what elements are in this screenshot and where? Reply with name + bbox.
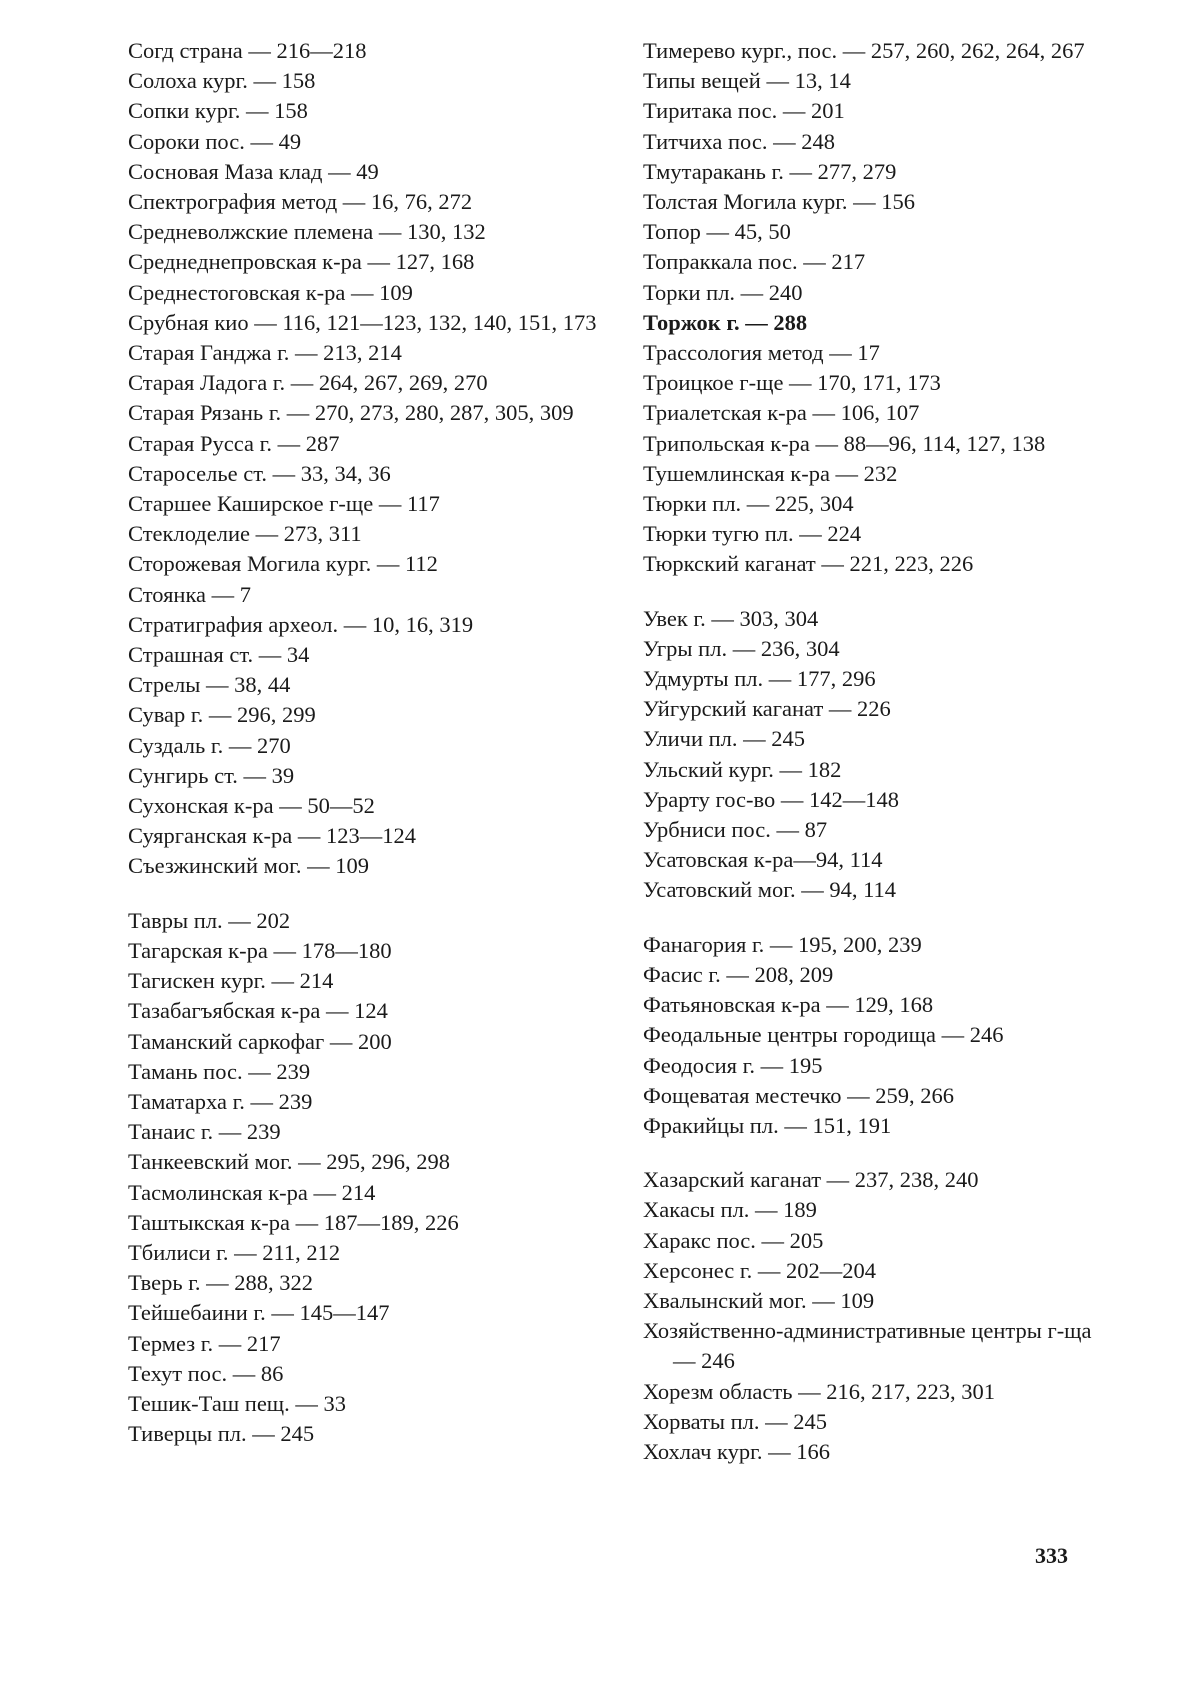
index-entry: Угры пл. — 236, 304 [643,635,840,661]
index-entry: Таштыкская к-ра — 187—189, 226 [128,1209,459,1235]
index-entry: Сувар г. — 296, 299 [128,702,316,728]
index-entry: Титчиха пос. — 248 [643,128,835,154]
index-entry: Стрелы — 38, 44 [128,672,291,698]
index-entry: Хохлач кург. — 166 [643,1438,830,1464]
index-entry: Старая Русса г. — 287 [128,430,340,456]
section-gap [643,906,1113,930]
index-entry: Фанагория г. — 195, 200, 239 [643,931,922,957]
index-entry: Таманский саркофаг — 200 [128,1028,392,1054]
section-gap [128,882,598,906]
index-entry: Тамань пос. — 239 [128,1058,311,1084]
index-entry: Съезжинский мог. — 109 [128,853,369,879]
index-entry: Старая Ладога г. — 264, 267, 269, 270 [128,370,488,396]
index-entry: Топор — 45, 50 [643,219,791,245]
index-entry: Старшее Каширское г-ще — 117 [128,491,440,517]
index-entry: Тверь г. — 288, 322 [128,1270,314,1296]
index-entry: Тагарская к-ра — 178—180 [128,937,392,963]
index-entry: Усатовская к-ра—94, 114 [643,847,883,873]
index-column-right [643,36,1113,1467]
index-entry: Стеклоделие — 273, 311 [128,521,362,547]
index-entry: Удмурты пл. — 177, 296 [643,666,876,692]
index-entry: Тюркский каганат — 221, 223, 226 [643,551,974,577]
index-entry: Тиритака пос. — 201 [643,98,845,124]
index-entry: Торки пл. — 240 [643,279,803,305]
index-entry: Сторожевая Могила кург. — 112 [128,551,438,577]
index-entry: Среднестоговская к-ра — 109 [128,279,413,305]
index-entry: Суярганская к-ра — 123—124 [128,823,416,849]
index-entry: Типы вещей — 13, 14 [643,68,851,94]
section-gap [643,1141,1113,1165]
index-entry: Фатьяновская к-ра — 129, 168 [643,992,934,1018]
index-entry: Танаис г. — 239 [128,1119,281,1145]
index-entry: Тимерево кург., пос. — 257, 260, 262, 264, 267 [643,38,1085,63]
index-entry: Торжок г. — 288 [643,309,808,335]
index-entry: Усатовский мог. — 94, 114 [643,877,897,903]
index-entry: Техут пос. — 86 [128,1360,284,1386]
index-entry: Урбниси пос. — 87 [643,817,828,843]
index-entry: Толстая Могила кург. — 156 [643,189,916,215]
index-entry: Тасмолинская к-ра — 214 [128,1179,376,1205]
index-entry: Сосновая Маза клад — 49 [128,158,379,184]
index-entry: Средневолжские племена — 130, 132 [128,219,486,245]
index-entry: Стоянка — 7 [128,581,252,607]
section-gap [643,580,1113,604]
index-entry: Тушемлинская к-ра — 232 [643,460,898,486]
index-entry: Сунгирь ст. — 39 [128,762,295,788]
index-entry: Урарту гос-во — 142—148 [643,786,899,812]
index-entry: Херсонес г. — 202—204 [643,1257,876,1283]
index-entry: Срубная кио — 116, 121—123, 132, 140, 151, 173 [128,309,597,335]
index-entry: Трассология метод — 17 [643,340,880,366]
index-entry: Спектрография метод — 16, 76, 272 [128,189,473,215]
index-entry: Триалетская к-ра — 106, 107 [643,400,920,426]
page-number: 333 [1035,1543,1068,1568]
index-entry: Сухонская к-ра — 50—52 [128,793,375,819]
index-entry: Харакс пос. — 205 [643,1227,824,1253]
index-entry: Хазарский каганат — 237, 238, 240 [643,1167,979,1193]
index-entry: Ульский кург. — 182 [643,756,842,782]
index-entry: Старая Ганджа г. — 213, 214 [128,340,402,366]
index-entry: Тазабагъябская к-ра — 124 [128,998,388,1024]
index-entry: Таматарха г. — 239 [128,1088,313,1114]
index-entry: Фасис г. — 208, 209 [643,961,834,987]
index-entry: Хозяйственно-административные центры г-ща — 246 [643,1318,1092,1374]
index-entry: Сороки пос. — 49 [128,128,302,154]
index-entry: Хорваты пл. — 245 [643,1408,828,1434]
index-entry: Староселье ст. — 33, 34, 36 [128,460,391,486]
index-entry: Сопки кург. — 158 [128,98,308,124]
index-entry: Тешик-Таш пещ. — 33 [128,1390,347,1416]
index-column-left [128,36,598,1449]
index-entry: Хакасы пл. — 189 [643,1197,817,1223]
index-entry: Тиверцы пл. — 245 [128,1421,315,1447]
index-entry: Суздаль г. — 270 [128,732,291,758]
index-entry: Фощеватая местечко — 259, 266 [643,1082,955,1108]
index-entry: Страшная ст. — 34 [128,642,310,668]
index-entry: Термез г. — 217 [128,1330,281,1356]
index-entry: Согд страна — 216—218 [128,38,367,63]
index-entry: Увек г. — 303, 304 [643,605,819,631]
index-entry: Тейшебаини г. — 145—147 [128,1300,390,1326]
index-entry: Тагискен кург. — 214 [128,968,334,994]
index-entry: Тбилиси г. — 211, 212 [128,1239,341,1265]
index-entry: Уличи пл. — 245 [643,726,806,752]
index-entry: Среднеднепровская к-ра — 127, 168 [128,249,475,275]
index-entry: Старая Рязань г. — 270, 273, 280, 287, 305, 309 [128,400,574,426]
index-entry: Танкеевский мог. — 295, 296, 298 [128,1149,450,1175]
index-entry: Тюрки тугю пл. — 224 [643,521,862,547]
index-entry: Тмутаракань г. — 277, 279 [643,158,897,184]
index-entry: Троицкое г-ще — 170, 171, 173 [643,370,941,396]
index-entry: Стратиграфия археол. — 10, 16, 319 [128,611,474,637]
index-entry: Феодальные центры городища — 246 [643,1022,1004,1048]
index-entry: Тюрки пл. — 225, 304 [643,491,854,517]
index-entry: Хорезм область — 216, 217, 223, 301 [643,1378,995,1404]
index-entry: Тавры пл. — 202 [128,907,291,933]
index-entry: Солоха кург. — 158 [128,68,316,94]
index-entry: Трипольская к-ра — 88—96, 114, 127, 138 [643,430,1046,456]
index-entry: Хвалынский мог. — 109 [643,1287,875,1313]
index-entry: Уйгурский каганат — 226 [643,696,891,722]
index-entry: Феодосия г. — 195 [643,1052,823,1078]
index-entry: Фракийцы пл. — 151, 191 [643,1112,892,1138]
index-entry: Топраккала пос. — 217 [643,249,866,275]
